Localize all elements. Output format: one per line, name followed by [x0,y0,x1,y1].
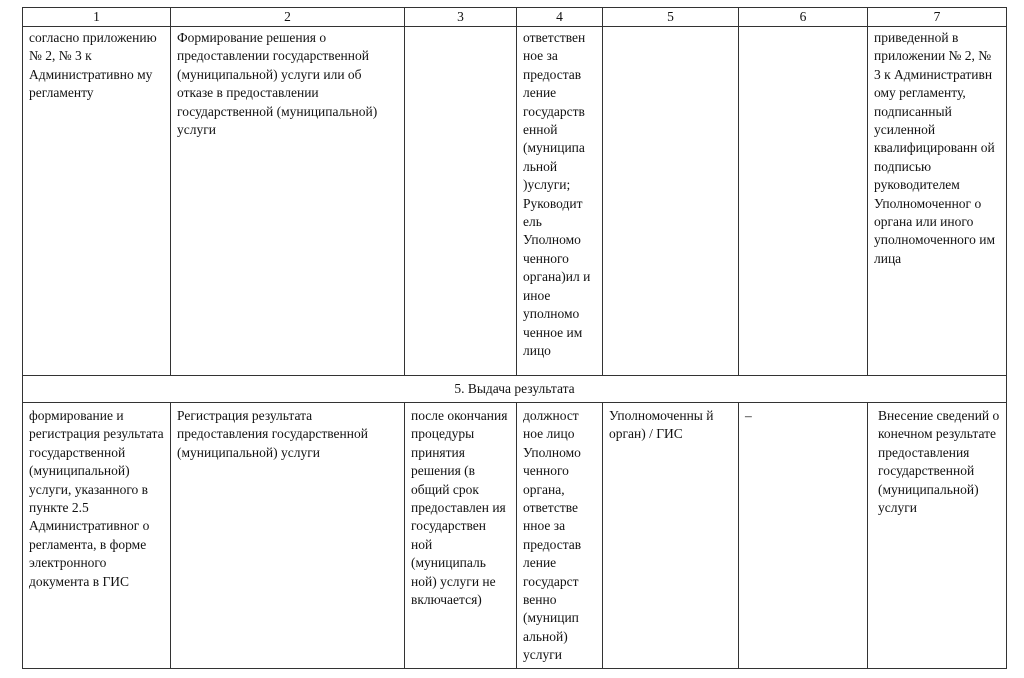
section-title: 5. Выдача результата [23,376,1007,403]
row1-cell-7: приведенной в приложении № 2, № 3 к Административн ому регламенту, подписанный усиленной квалифицированн ой подписью руководителем Уполномоченног о органа или иного уполномоченного им лица [868,27,1007,376]
row2-cell-2: Регистрация результата предоставления государственной (муниципальной) услуги [171,403,405,669]
row2-cell-7: Внесение сведений о конечном результате предоставления государственной (муниципальной) услуги [868,403,1007,669]
row1-cell-5 [603,27,739,376]
header-cell-1: 1 [23,8,171,27]
row1-cell-6 [739,27,868,376]
row1-cell-3 [405,27,517,376]
table-row [23,403,1007,669]
header-row [23,8,1007,27]
table-row [23,27,1007,376]
row1-cell-1: согласно приложению № 2, № 3 к Административно му регламенту [23,27,171,376]
row1-cell-4: ответствен ное за предостав ление государств енной (муниципа льной )услуги; Руководит ель Уполномо ченного органа)ил и иное уполномо ченное им лицо [517,27,603,376]
row1-cell-2: Формирование решения о предоставлении государственной (муниципальной) услуги или об отказе в предоставлении государственной (муниципальной) услуги [171,27,405,376]
header-cell-2: 2 [171,8,405,27]
header-cell-7: 7 [868,8,1007,27]
header-cell-4: 4 [517,8,603,27]
row2-cell-5: Уполномоченны й орган) / ГИС [603,403,739,669]
row2-cell-3: после окончания процедуры принятия решения (в общий срок предоставлен ия государствен ной (муниципаль ной) услуги не включается) [405,403,517,669]
row2-cell-1: формирование и регистрация результата государственной (муниципальной) услуги, указанного в пункте 2.5 Административног о регламента, в форме электронного документа в ГИС [23,403,171,669]
header-cell-5: 5 [603,8,739,27]
header-cell-3: 3 [405,8,517,27]
row2-cell-6: – [739,403,868,669]
regulation-table [22,7,1007,669]
row2-cell-4: должност ное лицо Уполномо ченного органа, ответстве нное за предостав ление государст венно (муницип альной) услуги [517,403,603,669]
header-cell-6: 6 [739,8,868,27]
section-row [23,376,1007,403]
